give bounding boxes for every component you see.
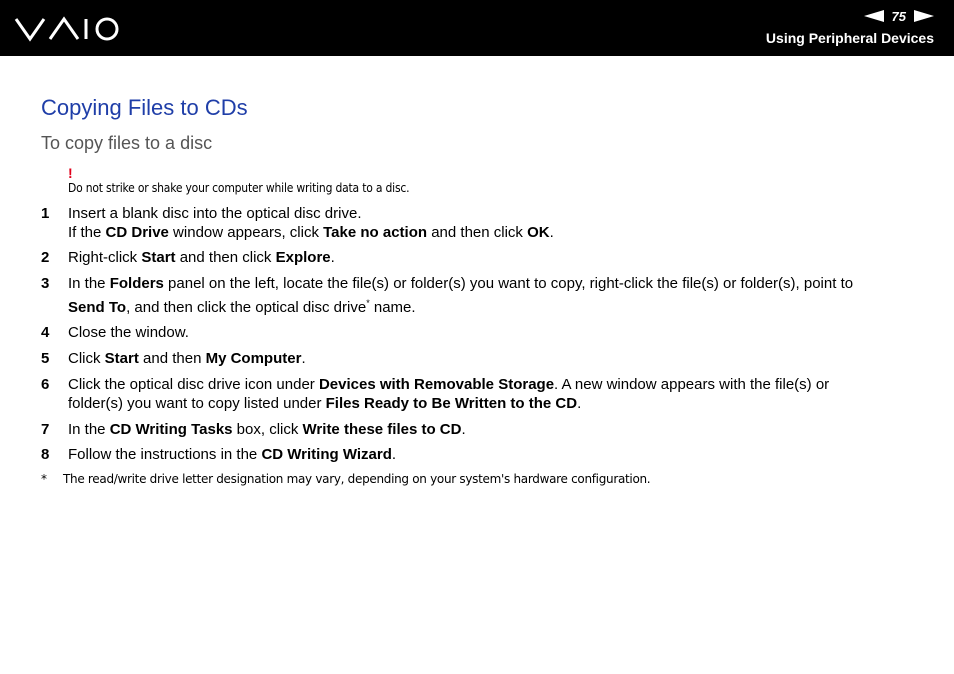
step-number: 5	[41, 350, 50, 367]
ui-term: Write these files to CD	[302, 421, 462, 438]
step-text: box, click	[232, 421, 303, 438]
page-title: Copying Files to CDs	[41, 95, 248, 120]
section-title: Using Peripheral Devices	[765, 30, 934, 46]
ui-term: Start	[104, 350, 139, 367]
step-body	[68, 248, 918, 267]
step-text: .	[391, 446, 397, 463]
step-text: .	[577, 395, 582, 412]
ui-term: Devices with Removable Storage	[318, 376, 555, 393]
step-text: , and then click the optical disc drive	[126, 299, 367, 316]
footnote-ref: *	[366, 298, 370, 308]
step-body	[68, 445, 918, 464]
triangle-right-icon[interactable]	[914, 10, 934, 22]
ui-term: CD Drive	[105, 224, 169, 241]
step-number: 6	[41, 376, 50, 393]
step-text: Click the optical disc drive icon under	[68, 376, 319, 393]
step-number: 8	[41, 446, 50, 463]
ui-term: Send To	[68, 299, 127, 316]
step-body	[68, 274, 918, 317]
step-text: . A new window appears with the file(s) or	[554, 376, 830, 393]
step-text: and then	[138, 350, 206, 367]
step-body	[68, 420, 918, 439]
step-text: panel on the left, locate the file(s) or folder(s) you want to copy, right-click the file(s) or folder(s), point to	[163, 275, 854, 292]
page-header	[0, 0, 954, 56]
step-number: 1	[41, 205, 50, 222]
step-text: and then click	[427, 224, 528, 241]
step-text: .	[461, 421, 466, 438]
ui-term: CD Writing Tasks	[109, 421, 233, 438]
step-text: name.	[369, 299, 416, 316]
step-text: Right-click	[68, 249, 142, 266]
step-text: .	[330, 249, 335, 266]
page-number: 75	[891, 8, 906, 24]
step-text: .	[549, 224, 554, 241]
triangle-left-icon[interactable]	[864, 10, 884, 22]
ui-term: OK	[527, 224, 550, 241]
ui-term: My Computer	[205, 350, 302, 367]
ui-term: Folders	[109, 275, 164, 292]
step-text: Close the window.	[68, 324, 189, 341]
step-number: 3	[41, 275, 50, 292]
step-text: In the	[68, 275, 110, 292]
step-body	[68, 204, 918, 242]
footnote-text: The read/write drive letter designation may vary, depending on your system's hardware configuration.	[63, 472, 651, 486]
step-body	[68, 323, 918, 342]
step-text: and then click	[175, 249, 276, 266]
page-subtitle: To copy files to a disc	[41, 133, 213, 153]
step-text: In the	[68, 421, 110, 438]
ui-term: CD Writing Wizard	[261, 446, 392, 463]
step-body	[68, 349, 918, 368]
warning-mark: !	[68, 165, 73, 181]
step-number: 4	[41, 324, 50, 341]
step-text: Click	[68, 350, 105, 367]
vaio-logo	[14, 14, 122, 44]
page-navigation	[864, 8, 934, 24]
step-text: .	[301, 350, 306, 367]
ui-term: Explore	[275, 249, 331, 266]
step-text: If the	[68, 224, 106, 241]
step-text: folder(s) you want to copy listed under	[68, 395, 326, 412]
step-number: 2	[41, 249, 50, 266]
warning-text: Do not strike or shake your computer while writing data to a disc.	[68, 181, 410, 195]
ui-term: Files Ready to Be Written to the CD	[325, 395, 578, 412]
step-text: Insert a blank disc into the optical disc drive.	[68, 205, 362, 222]
step-text: window appears, click	[168, 224, 324, 241]
ui-term: Take no action	[323, 224, 428, 241]
step-body	[68, 375, 918, 413]
step-number: 7	[41, 421, 50, 438]
ui-term: Start	[141, 249, 176, 266]
step-text: Follow the instructions in the	[68, 446, 262, 463]
footnote-mark: *	[41, 472, 47, 486]
